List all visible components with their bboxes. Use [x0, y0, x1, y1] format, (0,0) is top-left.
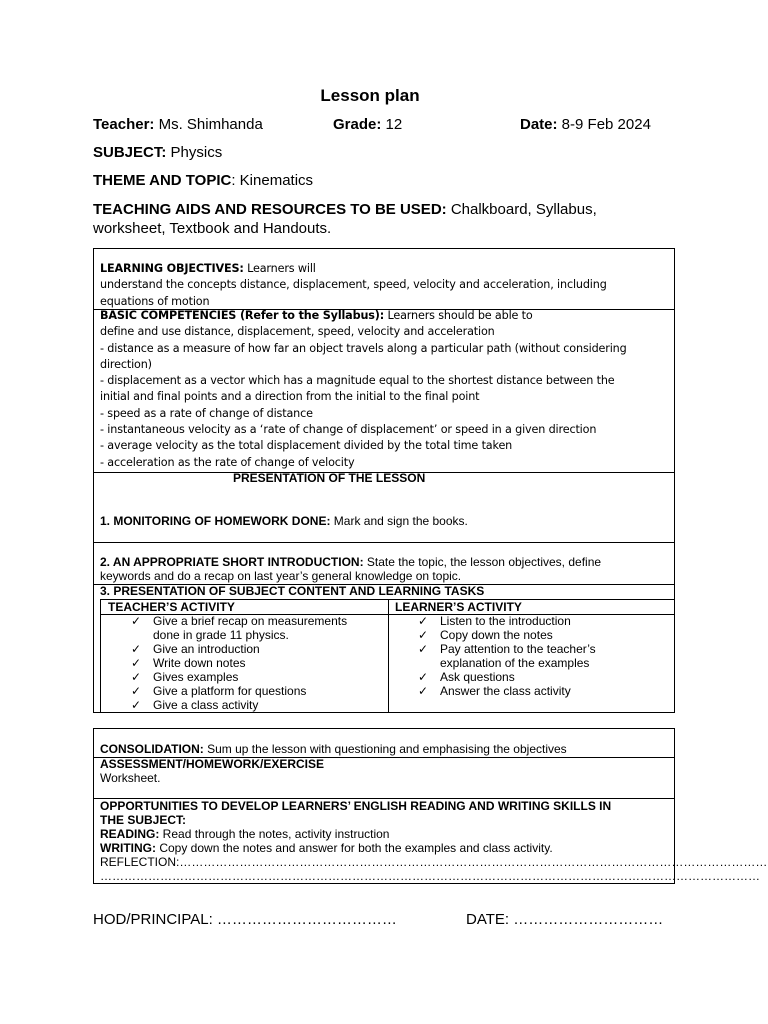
- content-heading: 3. PRESENTATION OF SUBJECT CONTENT AND LEARNING TASKS: [100, 584, 485, 598]
- introduction-value: State the topic, the lesson objectives, define: [363, 555, 602, 569]
- monitoring-value: Mark and sign the books.: [330, 514, 468, 528]
- page-title: Lesson plan: [320, 86, 420, 105]
- objectives-label: LEARNING OBJECTIVES:: [100, 262, 244, 275]
- check-icon: ✓: [131, 656, 142, 670]
- theme-label: THEME AND TOPIC: [93, 172, 232, 189]
- reading-label: READING:: [100, 827, 160, 841]
- assessment-table: [93, 728, 768, 884]
- check-icon: ✓: [418, 628, 429, 642]
- english-skills-opportunities: [100, 799, 768, 883]
- introduction-line2: keywords and do a recap on last year’s general knowledge on topic.: [100, 569, 462, 583]
- teacher-activity-header: TEACHER’S ACTIVITY: [108, 600, 235, 614]
- check-icon: ✓: [131, 684, 142, 698]
- theme-field: [93, 172, 313, 189]
- subject-label: SUBJECT:: [93, 144, 167, 161]
- list-item: done in grade 11 physics.: [153, 628, 289, 642]
- reflection-dots: …………………………………………………………………………………………………………………………………: [179, 855, 768, 869]
- competency-line: direction): [100, 357, 152, 371]
- check-icon: ✓: [418, 614, 429, 628]
- basic-competencies: [100, 308, 627, 471]
- objectives-line: equations of motion: [100, 294, 210, 308]
- competency-line: - distance as a measure of how far an object travels along a particular path (without considering: [100, 341, 627, 355]
- check-icon: ✓: [131, 670, 142, 684]
- teacher-activity-list: [101, 614, 388, 712]
- learner-activity-header: LEARNER’S ACTIVITY: [395, 600, 522, 614]
- check-icon: ✓: [131, 614, 142, 628]
- reflection-label: REFLECTION:: [100, 855, 180, 869]
- opportunities-label: OPPORTUNITIES TO DEVELOP LEARNERS’ ENGLISH READING AND WRITING SKILLS IN: [100, 799, 612, 813]
- list-item: ✓ Give a class activity: [131, 698, 259, 712]
- learner-activity-list: [388, 614, 675, 698]
- list-item: ✓ Pay attention to the teacher’s: [418, 642, 596, 656]
- list-item: ✓ Write down notes: [131, 656, 246, 670]
- reflection-dots-2: …………………………………………………………………………………………………………………………………………………: [100, 869, 760, 883]
- introduction-label: 2. AN APPROPRIATE SHORT INTRODUCTION:: [100, 555, 364, 569]
- activities-table: [100, 599, 675, 713]
- check-icon: ✓: [418, 642, 429, 656]
- reflection-line: [100, 855, 768, 869]
- date-signature-line: [466, 911, 663, 928]
- grade-value: 12: [381, 116, 403, 133]
- reflection-line-2: [100, 869, 760, 883]
- subject-value: Physics: [166, 144, 223, 161]
- footer-date-label: DATE:: [466, 911, 510, 928]
- assessment-value: Worksheet.: [100, 771, 161, 785]
- theme-value: : Kinematics: [231, 172, 314, 189]
- grade-field: [333, 116, 402, 133]
- competencies-label: BASIC COMPETENCIES (Refer to the Syllabus):: [100, 309, 385, 322]
- consolidation: [100, 742, 567, 756]
- consolidation-value: Sum up the lesson with questioning and emphasising the objectives: [203, 742, 567, 756]
- writing-value: Copy down the notes and answer for both the examples and class activity.: [156, 841, 553, 855]
- competency-line: - average velocity as the total displacement divided by the total time taken: [100, 439, 513, 453]
- list-item: ✓ Ask questions: [418, 670, 515, 684]
- check-icon: ✓: [418, 670, 429, 684]
- divider: [94, 542, 674, 543]
- presentation-heading: PRESENTATION OF THE LESSON: [233, 471, 426, 485]
- consolidation-label: CONSOLIDATION:: [100, 742, 204, 756]
- teacher-label: Teacher:: [93, 116, 155, 133]
- competency-line: - displacement as a vector which has a magnitude equal to the shortest distance between the: [100, 374, 615, 388]
- writing-label: WRITING:: [100, 841, 156, 855]
- monitoring-homework: [100, 514, 468, 528]
- list-item: ✓ Give an introduction: [131, 642, 260, 656]
- date-value: 8-9 Feb 2024: [557, 116, 651, 133]
- hod-label: HOD/PRINCIPAL:: [93, 911, 213, 928]
- competency-line: - acceleration as the rate of change of velocity: [100, 455, 355, 469]
- list-item: ✓ Listen to the introduction: [418, 614, 571, 628]
- reading-value: Read through the notes, activity instruction: [159, 827, 390, 841]
- short-introduction: [100, 555, 601, 583]
- monitoring-label: 1. MONITORING OF HOMEWORK DONE:: [100, 514, 331, 528]
- assessment-label: ASSESSMENT/HOMEWORK/EXERCISE: [100, 757, 325, 771]
- teacher-field: [93, 116, 263, 133]
- competency-line: initial and final points and a direction from the initial to the final point: [100, 390, 480, 404]
- list-item: ✓ Give a platform for questions: [131, 684, 307, 698]
- date-field: [520, 116, 651, 133]
- teaching-aids-value: Chalkboard, Syllabus,: [446, 201, 597, 218]
- hod-signature-line: [93, 911, 397, 928]
- check-icon: ✓: [131, 698, 142, 712]
- competency-line: - instantaneous velocity as a ‘rate of change of displacement’ or speed in a given direction: [100, 423, 597, 437]
- subject-field: [93, 144, 222, 161]
- competency-line: define and use distance, displacement, speed, velocity and acceleration: [100, 325, 495, 339]
- learning-objectives: [100, 261, 607, 310]
- check-icon: ✓: [131, 642, 142, 656]
- assessment: [100, 757, 324, 785]
- list-item: ✓ Give a brief recap on measurements: [131, 614, 348, 628]
- teaching-aids-value-line2: worksheet, Textbook and Handouts.: [93, 220, 332, 237]
- opportunities-label-line2: THE SUBJECT:: [100, 813, 187, 827]
- footer-date-dots: …………………………: [509, 911, 664, 928]
- teaching-aids-label: TEACHING AIDS AND RESOURCES TO BE USED:: [93, 201, 447, 218]
- list-item: ✓ Answer the class activity: [418, 684, 571, 698]
- objectives-line: understand the concepts distance, displacement, speed, velocity and acceleration, including: [100, 278, 607, 292]
- teacher-value: Ms. Shimhanda: [154, 116, 263, 133]
- hod-dots: ………………………………: [212, 911, 397, 928]
- objectives-lead: Learners will: [243, 262, 316, 275]
- competencies-lead: Learners should be able to: [384, 309, 533, 322]
- competency-line: - speed as a rate of change of distance: [100, 406, 313, 420]
- date-label: Date:: [520, 116, 558, 133]
- teaching-aids-field: [93, 200, 597, 238]
- list-item: ✓ Gives examples: [131, 670, 239, 684]
- divider: [674, 600, 675, 614]
- list-item: explanation of the examples: [440, 656, 590, 670]
- check-icon: ✓: [418, 684, 429, 698]
- grade-label: Grade:: [333, 116, 382, 133]
- lesson-table: [93, 248, 675, 713]
- list-item: ✓ Copy down the notes: [418, 628, 553, 642]
